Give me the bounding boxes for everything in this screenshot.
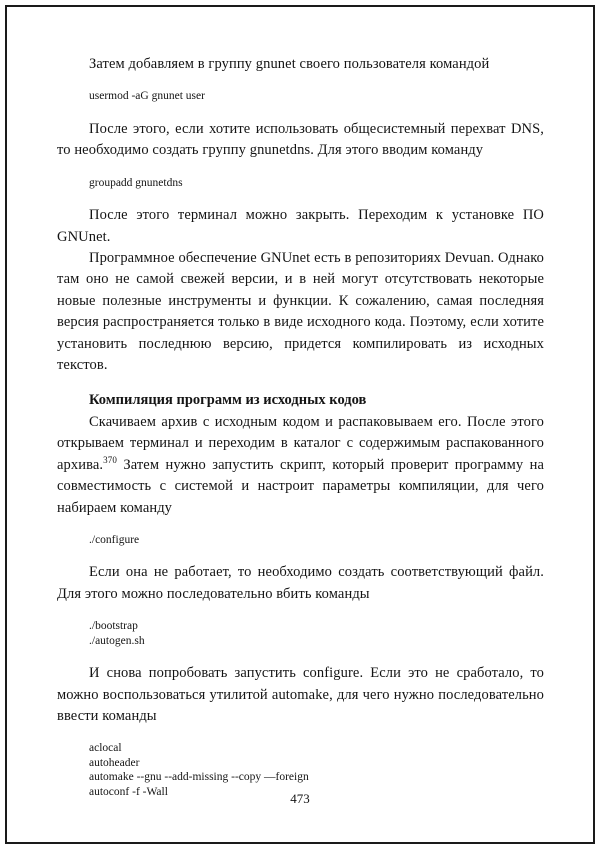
code-block <box>89 619 544 648</box>
paragraph: После этого терминал можно закрыть. Переходим к установке ПО GNUnet. <box>57 207 544 245</box>
code-block <box>89 89 544 104</box>
paragraph: Затем добавляем в группу gnunet своего пользователя командой <box>89 56 490 72</box>
code-line: autoheader <box>89 756 140 769</box>
page-content <box>57 54 544 799</box>
code-line: aclocal <box>89 742 122 755</box>
page-number: 473 <box>290 791 310 806</box>
code-line: automake --gnu --add-missing --copy —foreign <box>89 771 309 784</box>
code-block <box>89 533 544 548</box>
paragraph: После этого, если хотите использовать общесистемный перехват DNS, то необходимо создать группу gnunetdns. Для этого вводим команду <box>57 120 544 159</box>
code-line: ./autogen.sh <box>89 634 145 647</box>
code-line: usermod -aG gnunet user <box>89 90 205 103</box>
code-line: autoconf -f -Wall <box>89 785 168 798</box>
code-line: ./bootstrap <box>89 620 138 633</box>
section-heading: Компиляция программ из исходных кодов <box>89 392 367 409</box>
paragraph: Если она не работает, то необходимо создать соответствующий файл. Для этого можно последовательно вбить команды <box>57 564 544 602</box>
paragraph: Скачиваем архив с исходным кодом и распаковываем его. После этого открываем терминал и переходим в каталог с содержимым распакованного архива.$^{370}$ Затем нужно запустить скрипт, который проверит программу на совместимость с системой и настроит параметры компиляции, для чего набираем команду <box>57 413 544 516</box>
code-line: groupadd gnunetdns <box>89 176 183 189</box>
paragraph: И снова попробовать запустить configure. Если это не сработало, то можно воспользоваться утилитой automake, для чего нужно последовательно ввести команды <box>57 665 544 725</box>
paragraph: Программное обеспечение GNUnet есть в репозиториях Devuan. Однако там оно не самой свежей версии, и в ней могут отсутствовать некоторые новые полезные инструменты и функции. К сожалению, самая последняя версия распространяется только в виде исходного кода. Поэтому, если хотите установить последнюю версию, придется компилировать из исходных текстов. <box>57 250 544 374</box>
footnote-ref: 370 <box>103 454 117 465</box>
code-block <box>89 176 544 191</box>
code-line: ./configure <box>89 533 140 546</box>
